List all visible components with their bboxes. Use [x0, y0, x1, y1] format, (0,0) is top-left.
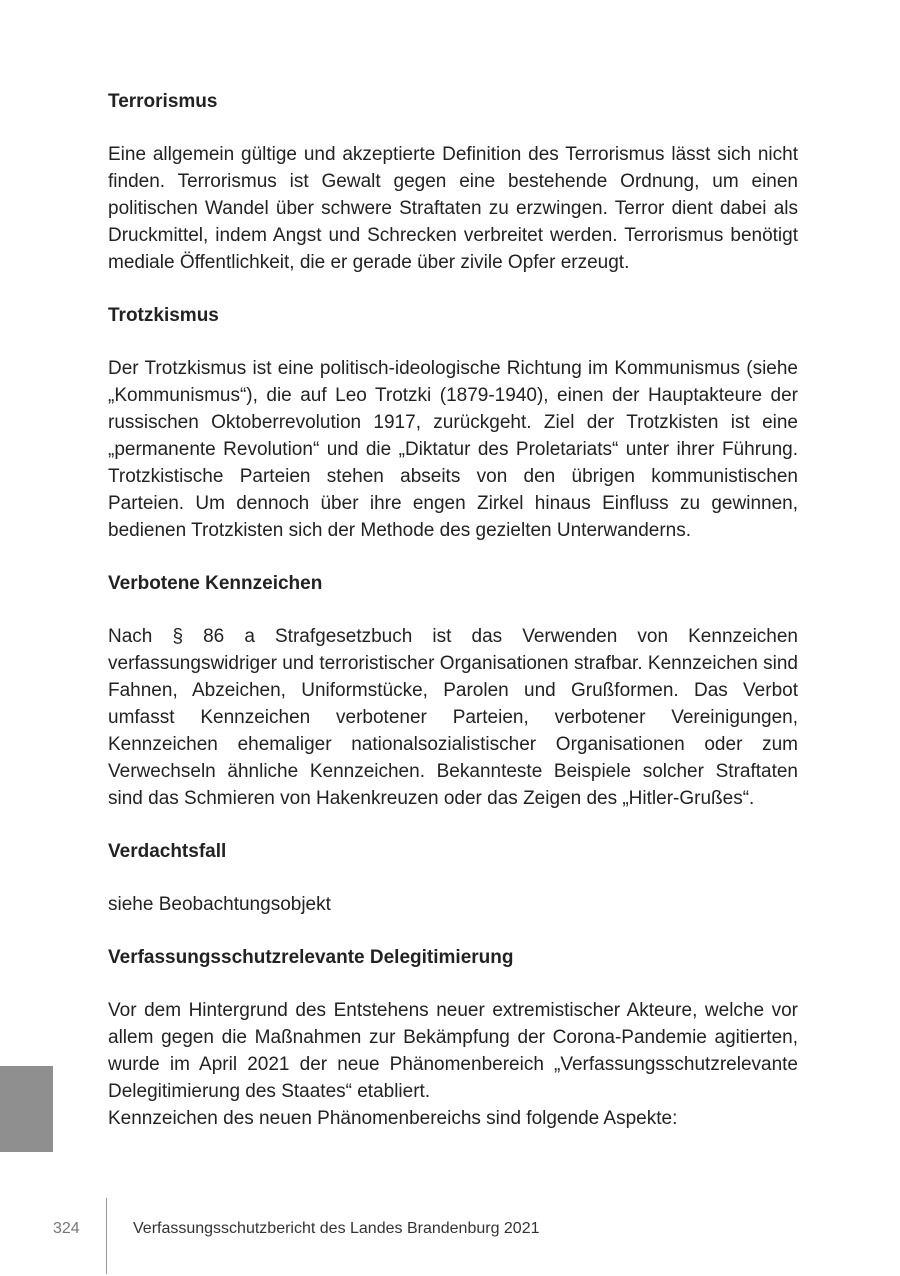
paragraph-verdachtsfall: siehe Beobachtungsobjekt: [108, 894, 331, 915]
paragraph-delegitimierung: Vor dem Hintergrund des Entstehens neuer extremistischer Akteure, welche vor allem gegen die Maßnahmen zur Bekämpfung der Corona-Pandemie agitierten, wurde im April 2021 der neue Phänomenbereich „Verfassungsschutzrelevante Delegitimierung des Staates“ etabliert.: [108, 1000, 798, 1102]
footer-divider: [106, 1198, 107, 1274]
paragraph-verbotene-kennzeichen: Nach § 86 a Strafgesetzbuch ist das Verwenden von Kennzeichen verfassungswidriger und terroristischer Organisationen strafbar. Kennzeichen sind Fahnen, Abzeichen, Uniformstücke, Parolen und Grußformen. Das Verbot umfasst Kennzeichen verbotener Parteien, verbotener Vereinigungen, Kennzeichen ehemaliger nationalsozialistischer Organisationen oder zum Verwechseln ähnliche Kennzeichen. Bekannteste Beispiele solcher Straftaten sind das Schmieren von Hakenkreuzen oder das Zeigen des „Hitler-Grußes“.: [108, 626, 798, 809]
section-heading-trotzkismus: Trotzkismus: [108, 305, 219, 326]
paragraph-delegitimierung-aspekte: Kennzeichen des neuen Phänomenbereichs sind folgende Aspekte:: [108, 1108, 678, 1129]
section-heading-terrorismus: Terrorismus: [108, 91, 218, 112]
document-body: [108, 88, 798, 1158]
section-heading-verbotene-kennzeichen: Verbotene Kennzeichen: [108, 573, 323, 594]
section-heading-verdachtsfall: Verdachtsfall: [108, 841, 227, 862]
footer-title: Verfassungsschutzbericht des Landes Brandenburg 2021: [133, 1220, 540, 1237]
paragraph-terrorismus: Eine allgemein gültige und akzeptierte Definition des Terrorismus lässt sich nicht finden. Terrorismus ist Gewalt gegen eine bestehende Ordnung, um einen politischen Wandel über schwere Straftaten zu erzwingen. Terror dient dabei als Druckmittel, indem Angst und Schrecken verbreitet werden. Terrorismus benötigt mediale Öffentlichkeit, die er gerade über zivile Opfer erzeugt.: [108, 144, 798, 273]
chapter-marker-tab: [0, 1066, 53, 1152]
paragraph-trotzkismus: Der Trotzkismus ist eine politisch-ideologische Richtung im Kommunismus (siehe „Kommunismus“), die auf Leo Trotzki (1879-1940), einen der Hauptakteure der russischen Oktoberrevolution 1917, zurückgeht. Ziel der Trotzkisten ist eine „permanente Revolution“ und die „Diktatur des Proletariats“ unter ihrer Führung. Trotzkistische Parteien stehen abseits von den übrigen kommunistischen Parteien. Um dennoch über ihre engen Zirkel hinaus Einfluss zu gewinnen, bedienen Trotzkisten sich der Methode des gezielten Unterwanderns.: [108, 358, 798, 541]
section-heading-delegitimierung: Verfassungsschutzrelevante Delegitimierung: [108, 947, 514, 968]
page-number: 324: [53, 1220, 80, 1237]
